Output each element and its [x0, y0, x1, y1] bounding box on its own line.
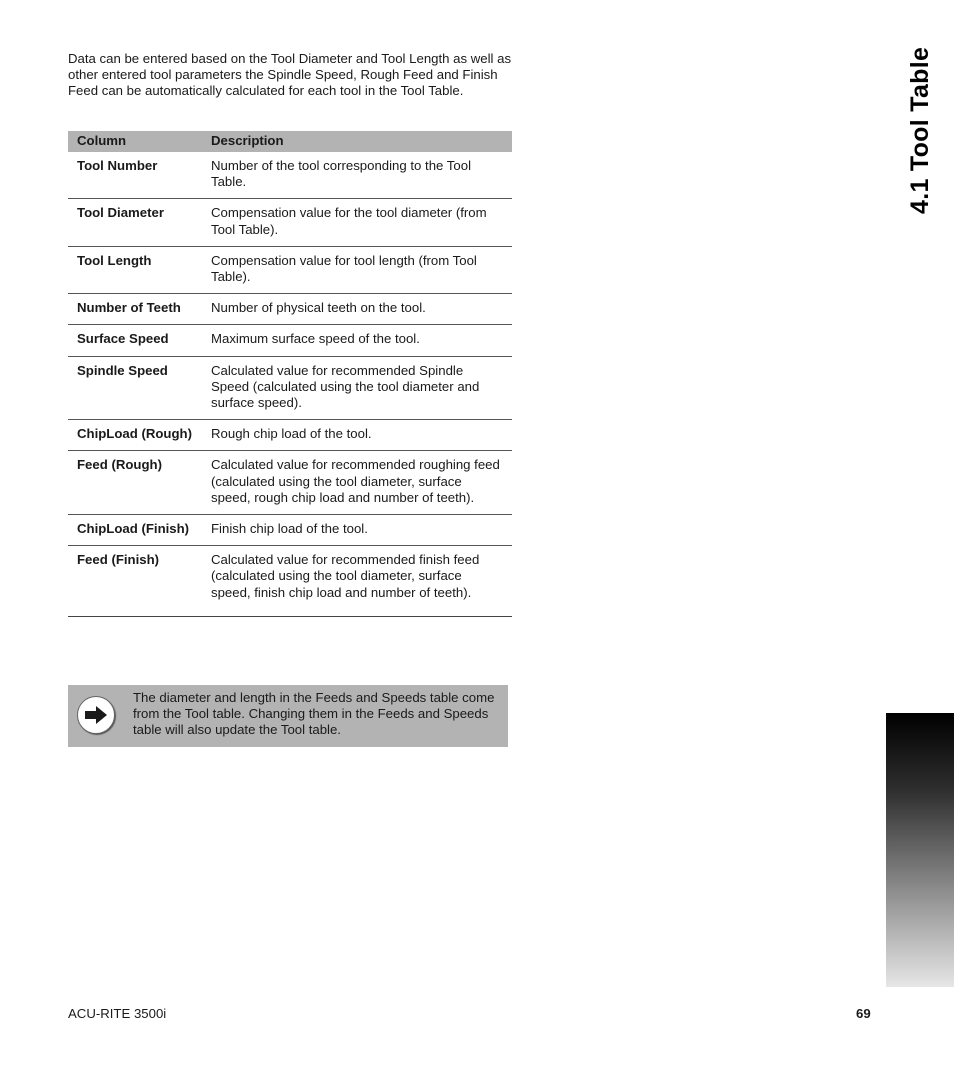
arrow-right-icon: [77, 696, 115, 734]
table-row: [68, 356, 512, 420]
row-description: Compensation value for tool length (from Tool Table).: [202, 246, 512, 293]
row-description: Calculated value for recommended roughing feed (calculated using the tool diameter, surface speed, rough chip load and number of teeth).: [202, 451, 512, 515]
footer-product-name: ACU-RITE 3500i: [68, 1006, 167, 1021]
row-description: Calculated value for recommended finish feed (calculated using the tool diameter, surface speed, finish chip load and number of teeth).: [202, 546, 512, 617]
section-title: 4.1 Tool Table: [906, 46, 934, 214]
row-column-name: Tool Length: [68, 246, 202, 293]
table-row: [68, 246, 512, 293]
row-description: Number of the tool corresponding to the Tool Table.: [202, 152, 512, 199]
table-row: [68, 199, 512, 246]
row-column-name: Feed (Finish): [68, 546, 202, 617]
row-column-name: Tool Number: [68, 152, 202, 199]
row-column-name: Surface Speed: [68, 325, 202, 356]
row-column-name: Tool Diameter: [68, 199, 202, 246]
row-description: Maximum surface speed of the tool.: [202, 325, 512, 356]
row-description: Calculated value for recommended Spindle Speed (calculated using the tool diameter and surface speed).: [202, 356, 512, 420]
row-description: Number of physical teeth on the tool.: [202, 294, 512, 325]
table-row: [68, 325, 512, 356]
page-number: 69: [856, 1006, 871, 1021]
table-header-row: [68, 131, 512, 152]
table-row: [68, 546, 512, 617]
table-row: [68, 152, 512, 199]
side-tab-gradient: [886, 713, 954, 987]
table-row: [68, 515, 512, 546]
row-description: Compensation value for the tool diameter (from Tool Table).: [202, 199, 512, 246]
row-description: Finish chip load of the tool.: [202, 515, 512, 546]
table-row: [68, 451, 512, 515]
table-row: [68, 294, 512, 325]
table-row: [68, 420, 512, 451]
description-header: Description: [202, 131, 512, 152]
tool-table: [68, 131, 512, 617]
note-box: [68, 685, 508, 747]
row-column-name: Number of Teeth: [68, 294, 202, 325]
row-column-name: Feed (Rough): [68, 451, 202, 515]
row-column-name: Spindle Speed: [68, 356, 202, 420]
row-column-name: ChipLoad (Finish): [68, 515, 202, 546]
intro-paragraph: Data can be entered based on the Tool Diameter and Tool Length as well as other entered tool parameters the Spindle Speed, Rough Feed and Finish Feed can be automatically calculated for each tool in the Tool Table.: [68, 51, 512, 99]
row-description: Rough chip load of the tool.: [202, 420, 512, 451]
column-header: Column: [68, 131, 202, 152]
row-column-name: ChipLoad (Rough): [68, 420, 202, 451]
note-text: The diameter and length in the Feeds and Speeds table come from the Tool table. Changing them in the Feeds and Speeds table will also update the Tool table.: [133, 690, 495, 738]
